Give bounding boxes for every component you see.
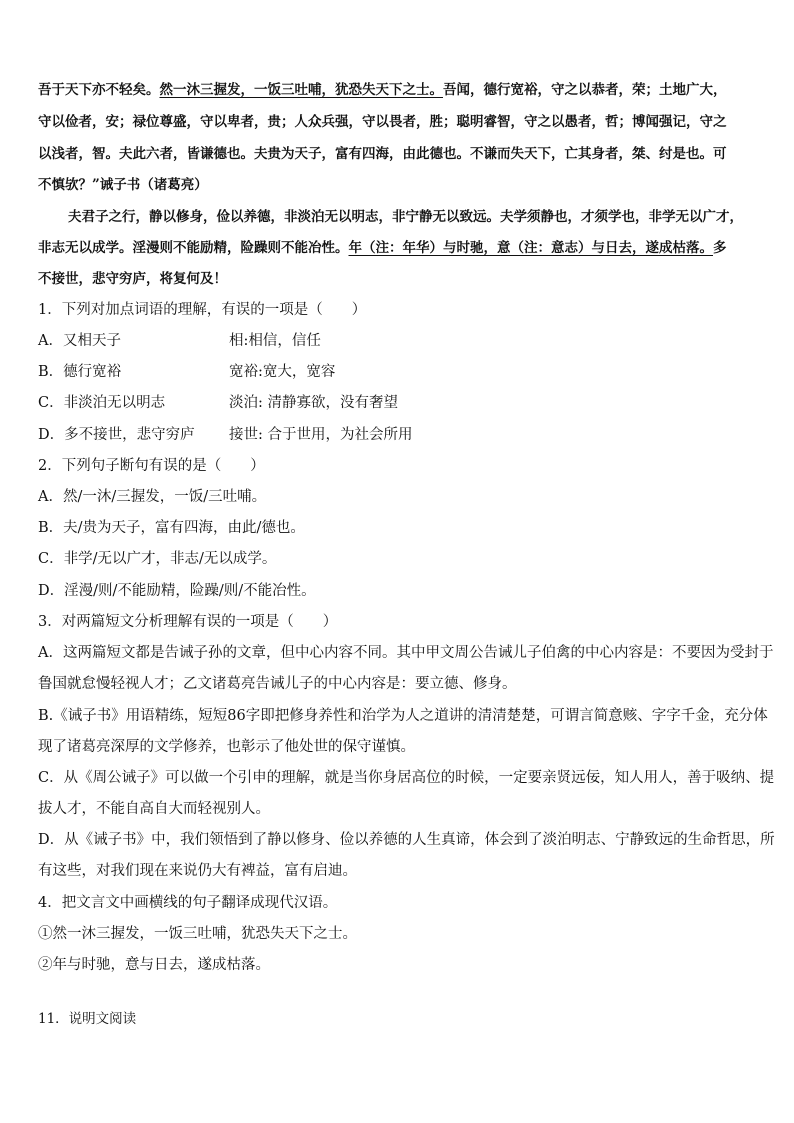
q3-option-b-line-1: B.《诫子书》用语精练，短短86字即把修身养性和治学为人之道讲的清清楚楚，可谓言简意赅、字字千金，充分体 (38, 708, 768, 724)
passage-line-3: 以浅者，智。夫此六者，皆谦德也。夫贵为天子，富有四海，由此德也。不谦而失天下，亡其身者，桀、纣是也。可 (38, 146, 727, 162)
question-3-title: 3．对两篇短文分析理解有误的一项是（ ） (38, 614, 338, 630)
option-meaning: 接世: 合于世用，为社会所用 (229, 427, 413, 443)
q2-option-a: A．然/一沐/三握发，一饭/三吐哺。 (38, 489, 267, 505)
question-4-title: 4．把文言文中画横线的句子翻译成现代汉语。 (38, 895, 338, 911)
q3-option-c-line-1: C．从《周公诫子》可以做一个引申的理解，就是当你身居高位的时候，一定要亲贤远佞，知人用人，善于吸纳、提 (38, 770, 775, 786)
option-word: D．多不接世，悲守穷庐 (38, 427, 195, 443)
passage-line-2: 守以俭者，安；禄位尊盛，守以卑者，贵；人众兵强，守以畏者，胜；聪明睿智，守之以愚者，哲；博闻强记，守之 (38, 114, 727, 130)
q3-option-b-line-2: 现了诸葛亮深厚的文学修养，也彰示了他处世的保守谨慎。 (38, 739, 415, 755)
passage-text: 吾闻，德行宽裕，守之以恭者，荣；土地广大， (443, 82, 727, 98)
underlined-sentence-2: 年（注：年华）与时驰，意（注：意志）与日去，遂成枯落。 (348, 240, 713, 256)
q3-option-c-line-2: 拔人才，不能自高自大而轻视别人。 (38, 801, 270, 817)
option-word: A．又相天子 (38, 333, 121, 349)
question-2-title: 2．下列句子断句有误的是（ ） (38, 458, 265, 474)
passage-line-1 (38, 80, 727, 100)
question-1-title: 1．下列对加点词语的理解，有误的一项是（ ） (38, 302, 367, 318)
q3-option-a-line-1: A．这两篇短文都是告诫子孙的文章，但中心内容不同。其中甲文周公告诫儿子伯禽的中心内容是：不要因为受封于 (38, 645, 774, 661)
passage-line-7: 不接世，悲守穷庐，将复何及！ (38, 271, 227, 287)
option-meaning: 宽裕:宽大，宽容 (229, 364, 336, 380)
passage-text: 非志无以成学。淫漫则不能励精，险躁则不能冶性。 (38, 240, 349, 256)
q3-option-d-line-2: 有这些，对我们现在来说仍大有裨益，富有启迪。 (38, 863, 357, 879)
option-word: C．非淡泊无以明志 (38, 395, 166, 411)
q1-option-b (0, 362, 794, 382)
q3-option-a-line-2: 鲁国就怠慢轻视人才；乙文诸葛亮告诫儿子的中心内容是：要立德、修身。 (38, 676, 517, 692)
option-word: B．德行宽裕 (38, 364, 122, 380)
passage-text: 多 (713, 240, 727, 256)
option-meaning: 淡泊: 清静寡欲，没有奢望 (229, 395, 398, 411)
q1-option-a (0, 331, 794, 351)
q1-option-c (0, 393, 794, 413)
q4-sentence-2: ②年与时驰，意与日去，遂成枯落。 (38, 957, 270, 973)
option-meaning: 相:相信，信任 (229, 333, 321, 349)
section-11-heading: 11．说明文阅读 (38, 1011, 137, 1027)
q2-option-b: B．夫/贵为天子，富有四海，由此/德也。 (38, 520, 305, 536)
q1-option-d (0, 425, 794, 445)
passage-text: 吾于天下亦不轻矣。 (38, 82, 160, 98)
q2-option-d: D．淫漫/则/不能励精，险躁/则/不能冶性。 (38, 583, 316, 599)
q3-option-d-line-1: D．从《诫子书》中，我们领悟到了静以修身、俭以养德的人生真谛，体会到了淡泊明志、宁静致远的生命哲思，所 (38, 832, 775, 848)
passage-line-6 (38, 238, 727, 258)
passage-line-5: 夫君子之行，静以修身，俭以养德，非淡泊无以明志，非宁静无以致远。夫学须静也，才须学也，非学无以广才， (68, 209, 743, 225)
q4-sentence-1: ①然一沐三握发，一饭三吐哺，犹恐失天下之士。 (38, 926, 357, 942)
underlined-sentence-1: 然一沐三握发，一饭三吐哺，犹恐失天下之士。 (159, 82, 443, 98)
passage-line-4: 不慎欤？”诫子书（诸葛亮） (38, 177, 208, 193)
q2-option-c: C．非学/无以广才，非志/无以成学。 (38, 551, 277, 567)
